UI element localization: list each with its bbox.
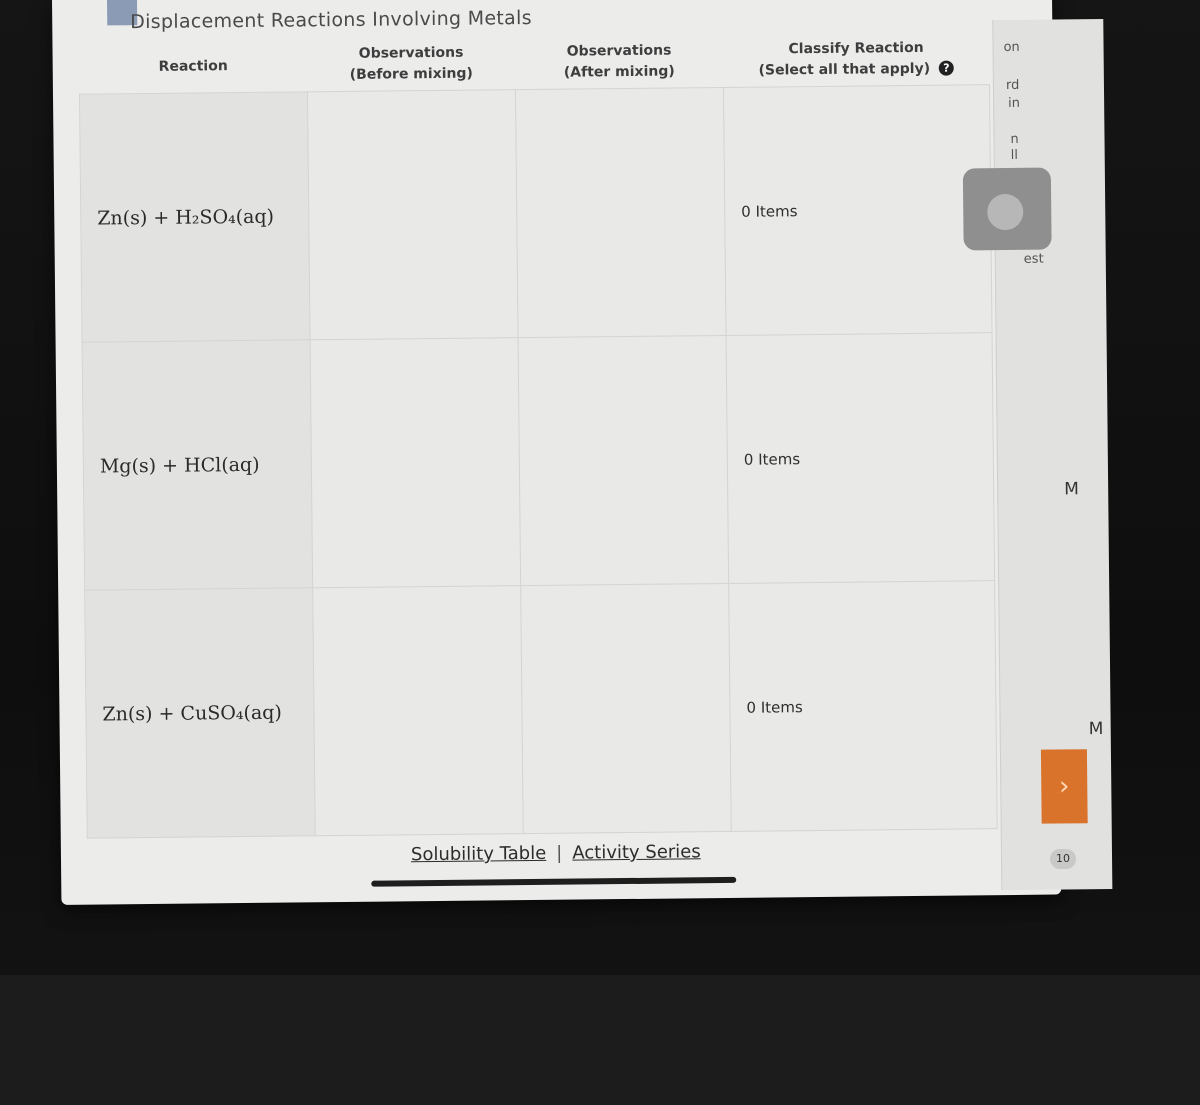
chat-bubble-icon[interactable] bbox=[963, 168, 1052, 251]
chat-bubble-icon-center bbox=[987, 194, 1023, 230]
page-title: Displacement Reactions Involving Metals bbox=[130, 6, 532, 34]
reaction-equation: Mg(s) + HCl(aq) bbox=[99, 453, 260, 478]
observation-before-dropzone[interactable] bbox=[313, 586, 524, 836]
observation-after-dropzone[interactable] bbox=[518, 335, 729, 585]
classify-item-count: 0 Items bbox=[743, 449, 801, 469]
classify-item-count: 0 Items bbox=[746, 697, 803, 717]
classify-dropzone[interactable] bbox=[726, 333, 995, 584]
reaction-equation: Zn(s) + H₂SO₄(aq) bbox=[97, 205, 275, 230]
header-observations-after-line2: (After mixing) bbox=[563, 63, 675, 81]
table-row bbox=[85, 581, 998, 839]
link-separator: | bbox=[556, 842, 563, 864]
next-button[interactable] bbox=[1041, 749, 1088, 823]
reference-links bbox=[411, 841, 701, 865]
table-row bbox=[79, 85, 992, 343]
header-classify-reaction bbox=[723, 32, 990, 87]
classify-dropzone[interactable] bbox=[729, 581, 998, 832]
reaction-table bbox=[78, 32, 997, 838]
header-observations-before-line1: Observations bbox=[358, 44, 464, 62]
table-row bbox=[82, 333, 995, 591]
reaction-equation: Zn(s) + CuSO₄(aq) bbox=[102, 701, 282, 726]
side-menu-letter: M bbox=[1064, 479, 1079, 500]
classify-item-count: 0 Items bbox=[741, 201, 798, 221]
activity-series-link[interactable]: Activity Series bbox=[572, 841, 701, 864]
side-menu-letter: M bbox=[1088, 719, 1104, 740]
classify-dropzone[interactable] bbox=[723, 85, 992, 336]
side-text-fragment: est bbox=[1023, 251, 1044, 267]
header-observations-before bbox=[307, 37, 516, 92]
side-text-fragment: in bbox=[1008, 95, 1021, 111]
question-circle-icon[interactable]: ? bbox=[939, 61, 954, 76]
side-panel bbox=[992, 19, 1112, 890]
header-classify-line1: Classify Reaction bbox=[788, 39, 924, 58]
table-header-row bbox=[79, 32, 989, 94]
observation-after-dropzone[interactable] bbox=[521, 583, 732, 833]
horizontal-scrollbar[interactable] bbox=[371, 877, 736, 887]
header-observations-after-line1: Observations bbox=[566, 42, 672, 60]
header-observations-after bbox=[515, 35, 724, 90]
chevron-right-icon: › bbox=[1058, 771, 1070, 802]
side-text-fragment: n bbox=[1010, 131, 1019, 147]
observation-before-dropzone[interactable] bbox=[307, 90, 518, 340]
reaction-cell bbox=[85, 588, 316, 838]
reaction-cell bbox=[79, 92, 310, 342]
side-text-fragment: ll bbox=[1010, 147, 1018, 163]
desk-surface bbox=[0, 975, 1200, 1105]
side-text-fragment: rd bbox=[1005, 77, 1020, 94]
observation-before-dropzone[interactable] bbox=[310, 338, 521, 588]
page-number-badge: 10 bbox=[1050, 849, 1076, 869]
header-classify-line2: (Select all that apply) bbox=[758, 60, 931, 79]
header-reaction-label: Reaction bbox=[158, 57, 228, 75]
header-observations-before-line2: (Before mixing) bbox=[349, 65, 473, 83]
reaction-cell bbox=[82, 340, 313, 590]
solubility-table-link[interactable]: Solubility Table bbox=[410, 842, 547, 866]
header-reaction bbox=[79, 39, 308, 94]
side-text-fragment: on bbox=[1003, 39, 1020, 56]
observation-after-dropzone[interactable] bbox=[515, 87, 726, 337]
